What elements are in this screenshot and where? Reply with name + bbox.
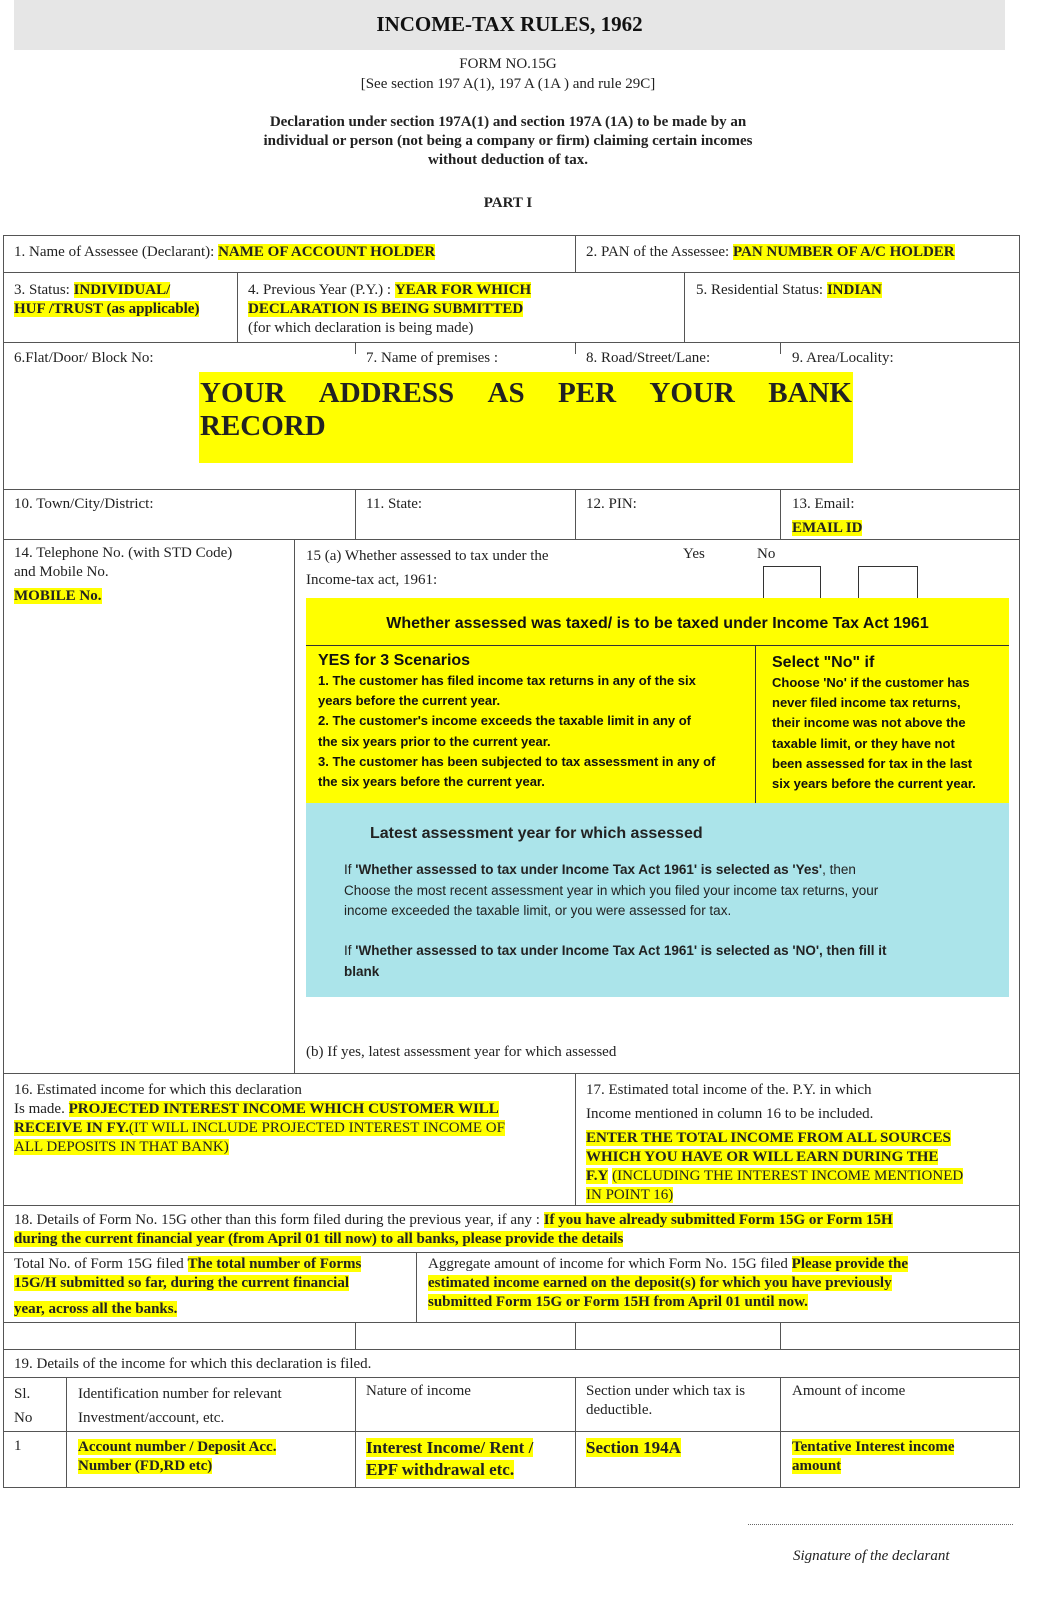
text-run: If: [344, 943, 356, 958]
address-word: ADDRESS: [318, 377, 455, 409]
telephone-value: MOBILE No.: [14, 588, 102, 604]
no-label: No: [757, 546, 776, 562]
address-line-2: RECORD: [200, 410, 326, 442]
status-value-line-1: INDIVIDUAL/: [73, 282, 171, 298]
assessment-year-yes-text: [344, 860, 1004, 922]
total-income-field[interactable]: [586, 1081, 1014, 1205]
text-run: 'Whether assessed to tax under Income Tax Act 1961' is selected as 'Yes': [355, 862, 823, 877]
see-section: [See section 197 A(1), 197 A (1A ) and rule 29C]: [360, 76, 656, 92]
previous-year-field[interactable]: [248, 281, 531, 338]
yes-checkbox[interactable]: [763, 566, 821, 602]
text-run: 'Whether assessed to tax under Income Tax Act 1961' is selected as 'NO', then fill it: [355, 943, 887, 958]
panel-divider: [306, 645, 1009, 646]
text-run: Is made.: [14, 1101, 65, 1117]
text-run: EPF withdrawal etc.: [366, 1460, 515, 1479]
text-run: Tentative Interest income: [792, 1439, 955, 1455]
residential-status-value: INDIAN: [826, 282, 882, 298]
no-scenarios-title: Select "No" if: [772, 654, 875, 671]
pan-field[interactable]: [586, 243, 955, 262]
total-income-label-line-2: Income mentioned in column 16 to be included.: [586, 1106, 874, 1122]
form-number: FORM NO.15G: [459, 56, 557, 72]
taxed-info-panel: [306, 598, 1009, 803]
state-label: 11. State:: [366, 496, 423, 512]
premises-label: 7. Name of premises :: [366, 350, 499, 366]
no-scenario-line: never filed income tax returns,: [772, 695, 961, 711]
total-forms-value: year, across all the banks.: [14, 1301, 178, 1317]
no-scenario-line: taxable limit, or they have not: [772, 735, 955, 751]
text-run: Sl.: [14, 1386, 31, 1402]
total-forms-field[interactable]: [14, 1255, 414, 1319]
assessed-question-line-1: 15 (a) Whether assessed to tax under the: [306, 548, 549, 564]
area-locality-label: 9. Area/Locality:: [792, 350, 894, 366]
estimated-income-label: 16. Estimated income for which this declaration: [14, 1082, 302, 1098]
text-run: Number (FD,RD etc): [78, 1458, 213, 1474]
status-value-line-2: HUF /TRUST (as applicable): [14, 301, 200, 317]
aggregate-amount-value: Please provide the: [791, 1256, 909, 1272]
address-word: BANK: [768, 377, 852, 409]
part-label: PART I: [483, 195, 533, 211]
total-income-note: (INCLUDING THE INTEREST INCOME MENTIONED: [612, 1168, 964, 1184]
status-field[interactable]: [14, 281, 199, 319]
income-details-heading: 19. Details of the income for which this declaration is filed.: [14, 1356, 372, 1372]
col-nature-header: Nature of income: [366, 1383, 471, 1399]
assessed-question: [306, 544, 549, 592]
text-run: 18. Details of Form No. 15G other than this form filed during the previous year, if any :: [14, 1212, 540, 1228]
text-run: Account number / Deposit Acc.: [78, 1439, 277, 1455]
text-run: Investment/account, etc.: [78, 1410, 225, 1426]
row-1-amount[interactable]: [792, 1438, 954, 1476]
text-run: No: [14, 1410, 33, 1426]
row-1-sl: 1: [14, 1438, 22, 1454]
col-amount-header: Amount of income: [792, 1383, 906, 1399]
telephone-field[interactable]: [14, 544, 232, 606]
total-forms-value: The total number of Forms: [187, 1256, 362, 1272]
telephone-label-line-1: 14. Telephone No. (with STD Code): [14, 545, 233, 561]
assessment-year-heading: Latest assessment year for which assessed: [370, 825, 703, 842]
previous-forms-instruction: If you have already submitted Form 15G or Form 15H: [543, 1212, 893, 1228]
row-1-identification[interactable]: [78, 1438, 276, 1476]
total-income-label-line-1: 17. Estimated total income of the. P.Y. in which: [586, 1082, 872, 1098]
col-section-header: [586, 1382, 745, 1420]
col-sl-header: [14, 1382, 32, 1430]
text-run: amount: [792, 1458, 842, 1474]
text-run: Section under which tax is: [586, 1383, 746, 1399]
address-word: PER: [558, 377, 617, 409]
text-run: deductible.: [586, 1402, 653, 1418]
previous-year-label: 4. Previous Year (P.Y.) :: [248, 282, 392, 298]
email-value: EMAIL ID: [792, 520, 863, 536]
telephone-label-line-2: and Mobile No.: [14, 564, 109, 580]
latest-assessment-year-label: (b) If yes, latest assessment year for which assessed: [306, 1044, 617, 1060]
no-scenarios: [772, 653, 1007, 794]
address-highlight[interactable]: [199, 372, 853, 463]
declaration-line-3: without deduction of tax.: [427, 152, 588, 168]
assessee-name-label: 1. Name of Assessee (Declarant):: [14, 244, 215, 260]
address-word: YOUR: [200, 377, 286, 409]
yes-scenario-line: 3. The customer has been subjected to tax assessment in any of: [318, 753, 716, 769]
text-run: blank: [344, 963, 380, 979]
yes-scenario-line: 2. The customer's income exceeds the taxable limit in any of: [318, 713, 691, 729]
row-1-section[interactable]: [586, 1437, 681, 1459]
col-identification-header: [78, 1382, 282, 1430]
no-scenario-line: been assessed for tax in the last: [772, 755, 973, 771]
total-forms-label: Total No. of Form 15G filed: [14, 1256, 184, 1272]
text-run: Choose the most recent assessment year in which you filed your income tax returns, your: [344, 882, 879, 898]
aggregate-amount-value: estimated income earned on the deposit(s) for which you have previously: [428, 1275, 892, 1291]
no-scenario-line: six years before the current year.: [772, 776, 976, 792]
text-run: , then: [822, 862, 856, 877]
yes-scenarios: [318, 651, 758, 792]
address-word: AS: [487, 377, 525, 409]
row-1-nature[interactable]: [366, 1437, 533, 1481]
address-word: YOUR: [649, 377, 735, 409]
text-run: If: [344, 862, 356, 877]
estimated-income-value: PROJECTED INTEREST INCOME WHICH CUSTOMER WILL: [68, 1101, 499, 1117]
assessment-year-no-text: [344, 941, 1004, 982]
text-run: Interest Income/ Rent /: [366, 1438, 534, 1457]
yes-scenario-line: 1. The customer has filed income tax returns in any of the six: [318, 673, 696, 688]
total-income-value: F.Y: [586, 1168, 609, 1184]
flat-door-label: 6.Flat/Door/ Block No:: [14, 350, 154, 366]
email-label: 13. Email:: [792, 496, 855, 512]
assessee-name-value: NAME OF ACCOUNT HOLDER: [218, 244, 436, 260]
assessee-name-field[interactable]: [14, 243, 435, 262]
aggregate-amount-value: submitted Form 15G or Form 15H from April 01 until now.: [428, 1294, 808, 1310]
total-income-note: IN POINT 16): [586, 1187, 674, 1203]
estimated-income-note: (IT WILL INCLUDE PROJECTED INTEREST INCOME OF: [128, 1120, 505, 1136]
form-title: INCOME-TAX RULES, 1962: [376, 12, 643, 36]
yes-scenario-line: the six years before the current year.: [318, 774, 545, 790]
aggregate-amount-field[interactable]: [428, 1255, 1013, 1312]
residential-status-label: 5. Residential Status:: [696, 282, 824, 298]
yes-scenarios-title: YES for 3 Scenarios: [318, 652, 471, 669]
email-field[interactable]: [792, 495, 862, 538]
estimated-income-value: RECEIVE IN FY.: [14, 1120, 129, 1136]
text-run: Identification number for relevant: [78, 1386, 282, 1402]
declaration-line-2: individual or person (not being a company or firm) claiming certain incomes: [263, 133, 753, 149]
assessed-question-line-2: Income-tax act, 1961:: [306, 572, 438, 588]
previous-forms-instruction: during the current financial year (from April 01 till now) to all banks, please provide the details: [14, 1231, 624, 1247]
assessment-year-info-panel: [306, 803, 1009, 997]
total-income-value: ENTER THE TOTAL INCOME FROM ALL SOURCES: [586, 1130, 951, 1146]
residential-status-field[interactable]: [696, 281, 882, 300]
declaration-line-1: Declaration under section 197A(1) and section 197A (1A) to be made by an: [269, 114, 747, 130]
yes-label: Yes: [683, 546, 705, 562]
total-income-value: WHICH YOU HAVE OR WILL EARN DURING THE: [586, 1149, 939, 1165]
text-run: income exceeded the taxable limit, or you were assessed for tax.: [344, 903, 732, 918]
signature-label: Signature of the declarant: [793, 1548, 950, 1564]
pan-value: PAN NUMBER OF A/C HOLDER: [732, 244, 955, 260]
previous-year-value-line-2: DECLARATION IS BEING SUBMITTED: [248, 301, 524, 317]
yes-scenario-line: the six years prior to the current year.: [318, 733, 551, 749]
total-forms-value: 15G/H submitted so far, during the current financial: [14, 1275, 350, 1291]
pin-label: 12. PIN:: [586, 496, 637, 512]
taxed-info-heading: Whether assessed was taxed/ is to be taxed under Income Tax Act 1961: [386, 615, 929, 632]
pan-label: 2. PAN of the Assessee:: [586, 244, 730, 260]
signature-line[interactable]: [748, 1524, 1013, 1525]
aggregate-amount-label: Aggregate amount of income for which Form No. 15G filed: [428, 1256, 788, 1272]
road-street-label: 8. Road/Street/Lane:: [586, 350, 711, 366]
estimated-income-field[interactable]: [14, 1081, 569, 1157]
estimated-income-note: ALL DEPOSITS IN THAT BANK): [14, 1139, 229, 1155]
yes-scenario-line: years before the current year.: [318, 693, 501, 709]
previous-year-note: (for which declaration is being made): [248, 320, 474, 336]
no-scenario-line: Choose 'No' if the customer has: [772, 675, 970, 690]
previous-year-value-line-1: YEAR FOR WHICH: [394, 282, 532, 298]
text-run: Section 194A: [586, 1438, 681, 1457]
previous-forms-heading: [14, 1211, 1014, 1249]
town-label: 10. Town/City/District:: [14, 496, 154, 512]
no-checkbox[interactable]: [858, 566, 918, 602]
no-scenario-line: their income was not above the: [772, 715, 966, 731]
status-label: 3. Status:: [14, 282, 70, 298]
